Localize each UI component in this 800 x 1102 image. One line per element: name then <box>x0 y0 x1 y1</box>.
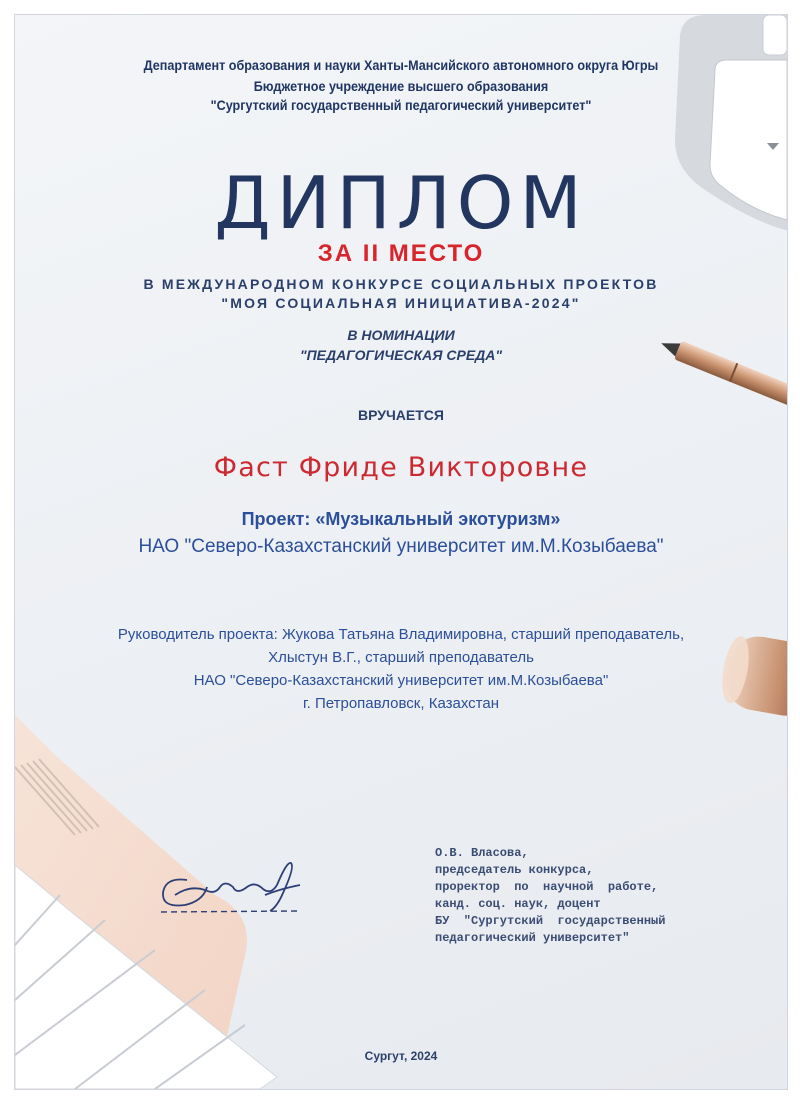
leader-line-3: НАО "Северо-Казахстанский университет им.М.Козыбаева" <box>193 672 609 689</box>
signatory-block <box>435 845 765 947</box>
recipient-name: Фаст Фриде Викторовне <box>213 452 589 483</box>
nomination-value: "ПЕДАГОГИЧЕСКАЯ СРЕДА" <box>299 347 503 363</box>
header-department: Департамент образования и науки Ханты-Мансийского автономного округа Югры <box>143 57 659 73</box>
project-title: Проект: «Музыкальный экотуризм» <box>241 509 561 529</box>
diploma-page <box>14 14 788 1090</box>
leader-line-2: Хлыстун В.Г., старший преподаватель <box>268 649 534 666</box>
leader-line-1: Руководитель проекта: Жукова Татьяна Владимировна, старший преподаватель, <box>117 626 685 643</box>
signatory-org-1: БУ "Сургутский государственный <box>435 914 666 928</box>
nomination-label: В НОМИНАЦИИ <box>347 327 455 343</box>
diploma-title: ДИПЛОМ <box>214 161 588 245</box>
award-place: ЗА II МЕСТО <box>317 240 485 267</box>
contest-line-1: В МЕЖДУНАРОДНОМ КОНКУРСЕ СОЦИАЛЬНЫХ ПРОЕКТОВ <box>143 276 659 292</box>
awarded-label: ВРУЧАЕТСЯ <box>358 407 444 423</box>
header-institution-type: Бюджетное учреждение высшего образования <box>253 78 549 94</box>
header-university: "Сургутский государственный педагогический университет" <box>210 97 592 113</box>
signatory-name: О.В. Власова, <box>435 846 529 860</box>
signatory-role-2: проректор по научной работе, <box>435 880 659 894</box>
signatory-role-1: председатель конкурса, <box>435 863 594 877</box>
city-year: Сургут, 2024 <box>364 1049 438 1063</box>
contest-name: "МОЯ СОЦИАЛЬНАЯ ИНИЦИАТИВА-2024" <box>221 295 581 311</box>
signatory-org-2: педагогический университет" <box>435 931 630 945</box>
leader-line-4: г. Петропавловск, Казахстан <box>303 695 499 712</box>
signatory-degree: канд. соц. наук, доцент <box>435 897 601 911</box>
recipient-university: НАО "Северо-Казахстанский университет им.М.Козыбаева" <box>138 536 664 557</box>
